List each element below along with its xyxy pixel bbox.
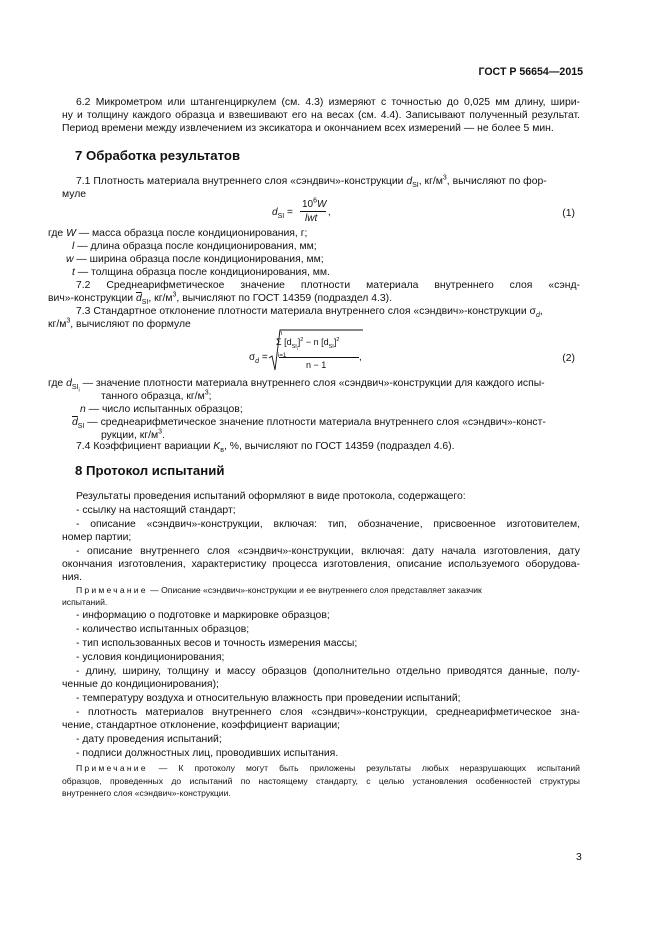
formula-2-lhs: $\sigma_d$ = [249,352,268,365]
where-l: l — длина образца после кондиционирования, мм; [72,241,317,252]
formula-1-denominator: lwt [305,213,318,224]
list-item-3-line3: ния. [62,572,83,583]
where-n: n — число испытанных образцов; [80,404,243,415]
list-item-10-line1: - плотность материалов внутреннего слоя «сэндвич»-конструкции, среднеарифметическое зна- [76,707,580,718]
section-8-title: 8 Протокол испытаний [75,463,225,478]
paragraph-7-1: 7.1 Плотность материала внутреннего слоя «сэндвич»-конструкции $d_{SI}$, $кг/м^3$, вычисляют по фор- [76,174,547,190]
paragraph-6-2-line3: Период времени между извлечением из эксикатора и окончанием всех измерений — не более 5 мин. [62,123,554,134]
list-item-2-line1: - описание «сэндвич»-конструкции, включая: тип, обозначение, присвоенное изготовителем, [76,519,580,530]
list-item-1: - ссылку на настоящий стандарт; [76,505,236,516]
where-W: где W — масса образца после кондиционирования, г; [48,228,308,239]
note-2-line2: образцов, проведенных до испытаний по настоящему стандарту, с целью установления особенностей структуры [62,776,580,786]
list-item-9: - температуру воздуха и относительную влажность при проведении испытаний; [76,693,461,704]
where-d-si-mean-line2: рукции, $кг/м^3$. [101,428,165,441]
list-item-5: - количество испытанных образцов; [76,624,250,635]
paragraph-7-2-line2: вич»-конструкции $\overline{d}_{SI}$, $кг/м^3$, вычисляют по ГОСТ 14359 (подраздел 4.3). [48,291,393,307]
paragraph-6-2-line1: 6.2 Микрометром или штангенциркулем (см. 4.3) измеряют с точностью до 0,025 мм длину, шири- [76,97,580,108]
formula-2-number: (2) [562,353,575,364]
paragraph-6-2-line2: ну и толщину каждого образца и взвешивают его на весах (см. 4.4). Записывают полученный результат. [62,110,580,121]
paragraph-7-4: 7.4 Коэффициент вариации $K_в$, %, вычисляют по ГОСТ 14359 (подраздел 4.6). [76,441,455,455]
list-item-4: - информацию о подготовке и маркировке образцов; [76,610,330,621]
list-item-8-line1: - длину, ширину, толщину и массу образцов (дополнительно отдельно приводятся данные, полу- [76,666,580,677]
document-header: ГОСТ Р 56654—2015 [478,66,583,78]
where-d-si-mean: $\overline{d}_{SI}$ — среднеарифметическое значение плотности материала внутреннего слоя «сэндвич»-конст- [72,417,546,431]
list-item-3-line1: - описание внутреннего слоя «сэндвич»-конструкции, включая: дату начала изготовления, дату [76,546,580,557]
paragraph-7-2-line1: 7.2 Среднеарифметическое значение плотности материала внутреннего слоя «сэнд- [76,280,580,291]
list-item-8-line2: ченные до кондиционирования); [62,679,219,690]
note-1-line2: испытаний. [62,597,108,607]
list-item-6: - тип использованных весов и точность измерения массы; [76,638,358,649]
formula-1: $d_{SI}$ = [272,207,293,220]
paragraph-7-3-line1: 7.3 Стандартное отклонение плотности материала внутреннего слоя «сэндвич»-конструкции $\sigma_d$, [76,306,543,320]
paragraph-7-1-line2: муле [62,189,87,200]
list-item-12: - подписи должностных лиц, проводивших испытания. [76,748,339,759]
note-1-line1: Примечание — Описание «сэндвич»-конструкции и ее внутреннего слоя представляет заказчик [76,585,482,595]
formula-2-sum-upper: n [279,331,283,337]
paragraph-8-intro: Результаты проведения испытаний оформляют в виде протокола, содержащего: [76,491,466,502]
where-d-si-i-line2: танного образца, $кг/м^3$; [101,389,212,402]
formula-2-numerator: Σ $[d_{SI_i}]^2 - n$ $[d_{SI}]^2$ [276,337,340,351]
formula-1-fraction-bar [300,211,326,212]
formula-2-comma: , [359,352,362,363]
formula-2-fraction-bar [279,357,359,358]
formula-2-sum-lower: i=1 [278,353,287,359]
formula-1-comma: , [328,207,331,218]
note-2-line1: Примечание — К протоколу могут быть приложены результаты любых неразрушающих испытаний [76,763,580,773]
list-item-3-line2: окончания изготовления, характеристику процесса изготовления, описание используемого оборудова- [62,559,580,570]
list-item-11: - дату проведения испытаний; [76,734,222,745]
list-item-10-line2: чение, стандартное отклонение, коэффициент вариации; [62,720,341,731]
formula-1-number: (1) [562,208,575,219]
formula-2-denominator: n − 1 [306,360,327,370]
note-2-line3: внутреннего слоя «сэндвич»-конструкции. [62,788,231,798]
formula-1-numerator: $10^6W$ [302,197,327,210]
page-number: 3 [576,852,582,863]
where-w: w — ширина образца после кондиционирования, мм; [66,254,324,265]
section-7-title: 7 Обработка результатов [75,148,241,163]
list-item-7: - условия кондиционирования; [76,652,225,663]
list-item-2-line2: номер партии; [62,532,132,543]
where-t: t — толщина образца после кондиционирования, мм. [72,267,330,278]
where-d-si-i: где $d_{SI_i}$ — значение плотности материала внутреннего слоя «сэндвич»-конструкции для каждого испы- [48,378,545,394]
paragraph-7-3-line2: $кг/м^3$, вычисляют по формуле [48,317,191,330]
